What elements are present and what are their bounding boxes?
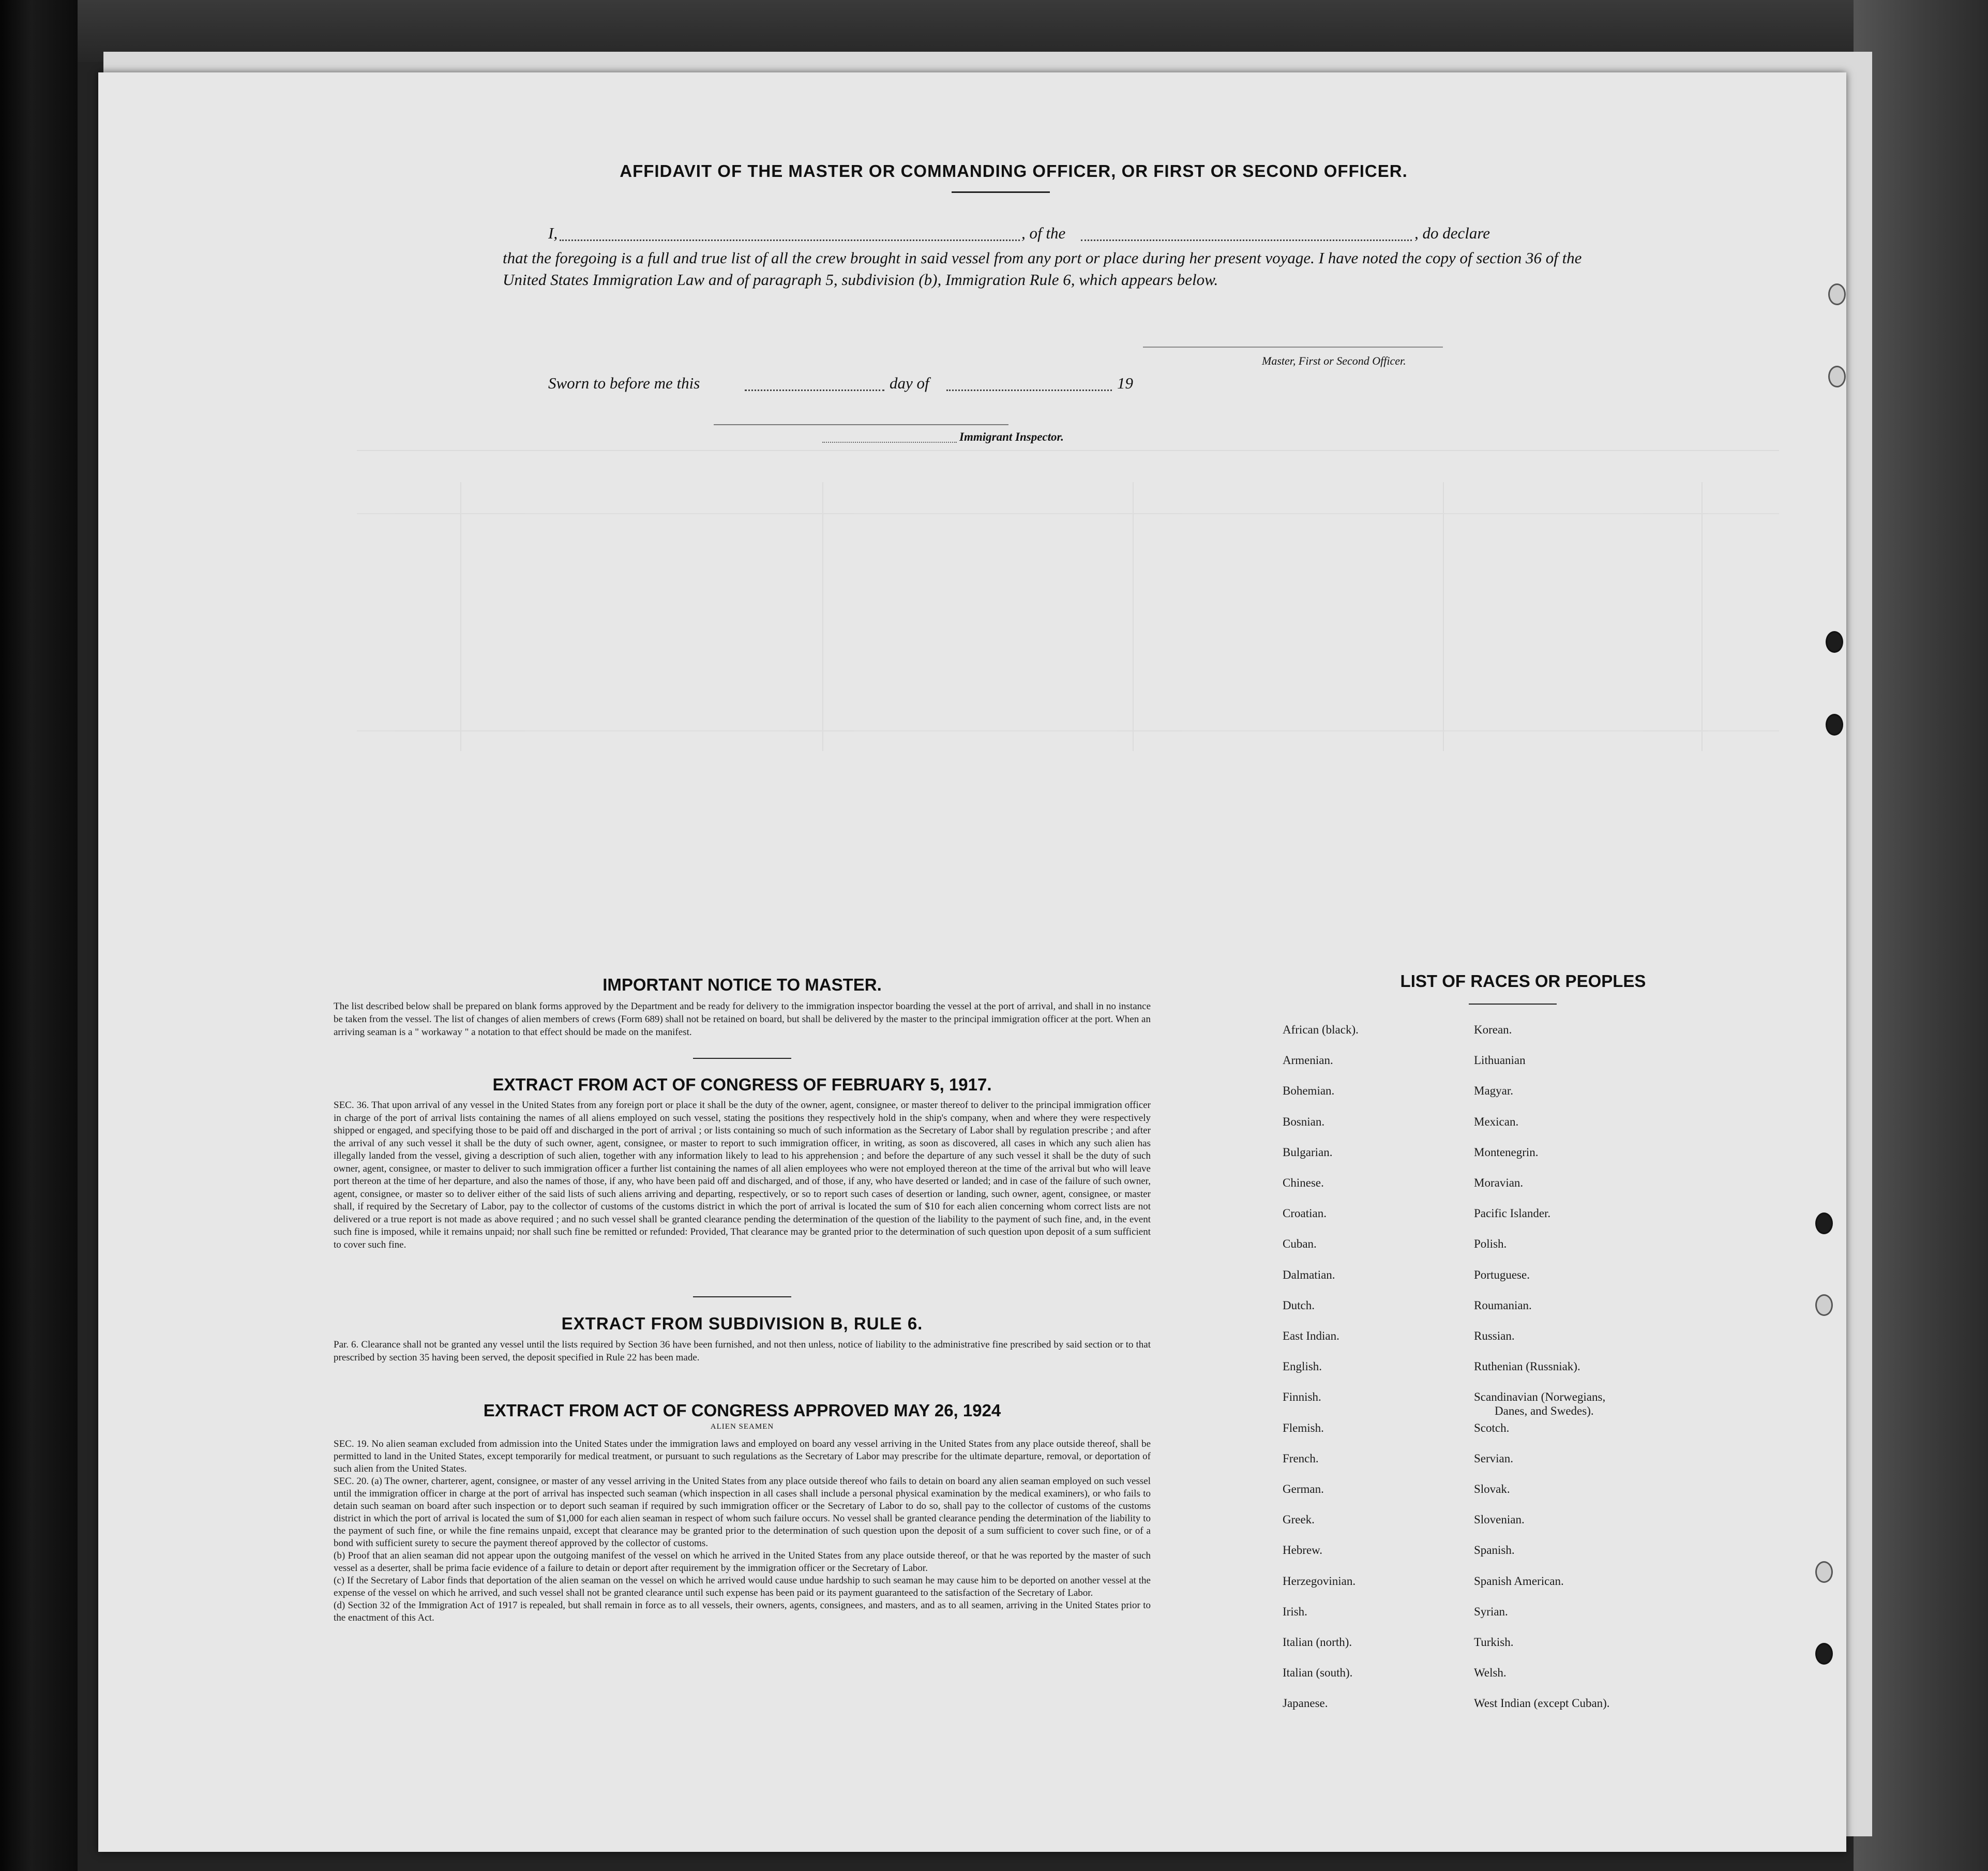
race-item: Scotch. [1474, 1421, 1510, 1434]
race-item: Hebrew. [1283, 1544, 1323, 1556]
notice-divider [693, 1058, 791, 1059]
race-item: Welsh. [1474, 1666, 1507, 1679]
binder-hole [1828, 366, 1846, 387]
race-item: Servian. [1474, 1452, 1514, 1465]
race-item: East Indian. [1283, 1329, 1339, 1342]
master-signature-line[interactable] [1143, 347, 1443, 348]
bleed-through-grid [357, 450, 1779, 839]
race-item: Italian (north). [1283, 1636, 1352, 1649]
race-item: West Indian (except Cuban). [1474, 1697, 1610, 1710]
year-prefix: 19 [1117, 374, 1133, 392]
binder-hole [1815, 1643, 1833, 1665]
race-item: Irish. [1283, 1605, 1307, 1618]
race-item: Syrian. [1474, 1605, 1508, 1618]
sworn-label: Sworn to before me this [548, 374, 700, 392]
binder-hole [1815, 1294, 1833, 1316]
race-item: Spanish. [1474, 1544, 1515, 1556]
race-item: Bohemian. [1283, 1084, 1335, 1097]
document-page [98, 72, 1846, 1852]
race-item: Korean. [1474, 1023, 1512, 1036]
race-item: Magyar. [1474, 1084, 1514, 1097]
affidavit-declare-label: , do declare [1414, 224, 1490, 242]
vessel-blank[interactable] [1081, 240, 1412, 241]
race-item: Dutch. [1283, 1299, 1315, 1312]
race-item: English. [1283, 1360, 1322, 1373]
race-item: Bosnian. [1283, 1115, 1325, 1128]
race-item: African (black). [1283, 1023, 1359, 1036]
name-blank[interactable] [560, 240, 1020, 241]
sworn-day-blank[interactable] [745, 390, 884, 391]
race-item: Bulgarian. [1283, 1146, 1333, 1159]
race-item: Russian. [1474, 1329, 1515, 1342]
race-item: Slovenian. [1474, 1513, 1525, 1526]
race-item: Scandinavian (Norwegians, [1474, 1390, 1606, 1403]
binding-edge [0, 0, 78, 1871]
race-item: Dalmatian. [1283, 1268, 1335, 1281]
binder-hole [1826, 714, 1843, 736]
races-title-rule [1469, 1004, 1557, 1005]
sworn-month-blank[interactable] [946, 390, 1112, 391]
race-item: Lithuanian [1474, 1054, 1526, 1067]
race-item: Japanese. [1283, 1697, 1328, 1710]
binder-hole [1815, 1561, 1833, 1583]
race-item: Portuguese. [1474, 1268, 1530, 1281]
inspector-signature-line[interactable] [714, 424, 1008, 425]
affidavit-line-1 [548, 224, 1588, 245]
inspector-label: Immigrant Inspector. [959, 430, 1064, 443]
race-item: Pacific Islander. [1474, 1207, 1551, 1220]
affidavit-i-label: I, [548, 224, 558, 242]
binder-hole [1826, 631, 1843, 653]
affidavit-title-rule [952, 191, 1050, 193]
race-item: Mexican. [1474, 1115, 1519, 1128]
race-item: Cuban. [1283, 1237, 1317, 1250]
race-item: Ruthenian (Russniak). [1474, 1360, 1580, 1373]
race-item: Croatian. [1283, 1207, 1327, 1220]
scanner-frame-right [1854, 0, 1988, 1871]
race-item: Polish. [1474, 1237, 1507, 1250]
race-right-continuation: Danes, and Swedes). [1495, 1404, 1594, 1417]
affidavit-title: AFFIDAVIT OF THE MASTER OR COMMANDING OFFICER, OR FIRST OR SECOND OFFICER. [620, 161, 1408, 181]
race-item: Montenegrin. [1474, 1146, 1539, 1159]
race-item: Greek. [1283, 1513, 1315, 1526]
notice-title: IMPORTANT NOTICE TO MASTER. [603, 975, 882, 994]
extract-1924-title: EXTRACT FROM ACT OF CONGRESS APPROVED MAY 26, 1924 [483, 1401, 1001, 1420]
race-item: French. [1283, 1452, 1319, 1465]
race-item: Moravian. [1474, 1176, 1524, 1189]
race-item: Chinese. [1283, 1176, 1324, 1189]
notice-body: The list described below shall be prepared on blank forms approved by the Department and be ready for delivery to the immigration inspector boarding the vessel at the port of arrival, and shall in no instance be taken from the vessel. The list of changes of alien members of crews (Form 689) shall not be retained on board, but shall be delivered by the master to the principal immigration officer at the port. When an arriving seaman is a " workaway " a notation to that effect should be made on the manifest. [334, 1001, 1151, 1038]
extract-rule6-body: Par. 6. Clearance shall not be granted any vessel until the lists required by Section 36 have been furnished, and not then unless, notice of liability to the administrative fine prescribed by said section or to that prescribed by section 35 having been served, the deposit specified in Rule 22 has been made. [334, 1339, 1151, 1363]
race-item: German. [1283, 1483, 1324, 1495]
binder-hole [1815, 1213, 1833, 1234]
inspector-dots [822, 442, 957, 443]
race-item: Herzegovinian. [1283, 1575, 1356, 1588]
race-item: Turkish. [1474, 1636, 1514, 1649]
extract-1917-divider [693, 1296, 791, 1297]
race-item: Armenian. [1283, 1054, 1333, 1067]
day-of-label: day of [890, 374, 929, 392]
extract-1917-body: SEC. 36. That upon arrival of any vessel in the United States from any foreign port or place it shall be the duty of the owner, agent, consignee, or master thereof to deliver to the principal immigration officer in charge of the port of arrival lists containing the names of all aliens employed on such vessel, stating the positions they respectively hold in the ship's company, when and where they were respectively shipped or engaged, and specifying those to be paid off and discharged in the port of arrival ; or lists containing so much of such information as the Secretary of Labor shall by regulation prescribe ; and after the arrival of any such vessel it shall be the duty of such owner, agent, consignee, or master to report to such immigration officer, in writing, as soon as discovered, all cases in which any such alien has illegally landed from the vessel, giving a description of such alien, together with any information likely to lead to his apprehension ; and before the departure of any such vessel it shall be the duty of such owner, agent, consignee, or master to deliver to such immigration officer a further list containing the names of all alien employees who were not employed thereon at the time of the arrival but who will leave port thereon at the time of her departure, and also the names of those, if any, who have been paid off and discharged, and of those, if any, who have deserted or landed; and in case of the failure of such owner, agent, consignee, or master so to deliver either of the said lists of such aliens arriving and departing, respectively, or so to report such cases of desertion or landing, such owner, agent, consignee, or master shall, if required by the Secretary of Labor, pay to the collector of customs of the customs district in which the port of arrival is located the sum of $10 for each alien concerning whom correct lists are not delivered or a true report is not made as above required ; and no such vessel shall be granted clearance pending the determination of the question of the liability to the payment of such fine, and, in the event such fine is imposed, while it remains unpaid; nor shall such fine be remitted or refunded: Provided, That clearance may be granted prior to the determination of such question upon deposit of a sum sufficient to cover such fine. [334, 1100, 1151, 1250]
race-item: Italian (south). [1283, 1666, 1353, 1679]
race-item: Spanish American. [1474, 1575, 1564, 1588]
extract-1917-title: EXTRACT FROM ACT OF CONGRESS OF FEBRUARY 5, 1917. [492, 1075, 992, 1094]
race-item: Slovak. [1474, 1483, 1510, 1495]
races-title: LIST OF RACES OR PEOPLES [1400, 971, 1646, 991]
master-signature-label: Master, First or Second Officer. [1262, 354, 1406, 367]
race-item: Flemish. [1283, 1421, 1324, 1434]
binder-hole [1828, 283, 1846, 305]
affidavit-body: that the foregoing is a full and true list of all the crew brought in said vessel from any port or place during her present voyage. I have noted the copy of section 36 of the United States Immigration Law and of paragraph 5, subdivision (b), Immigration Rule 6, which appears below. [503, 249, 1582, 289]
extract-rule6-title: EXTRACT FROM SUBDIVISION B, RULE 6. [561, 1314, 923, 1333]
extract-1924-body: SEC. 19. No alien seaman excluded from admission into the United States under the immigration laws and employed on board any vessel arriving in the United States from any place outside thereof, shall be permitted to land in the United States, except temporarily for medical treatment, or pursuant to such regulations as the Secretary of Labor may prescribe for the ultimate departure, removal, or deportation of such alien from the United States. SEC. 20. (a) The owner, charterer, agent, consignee, or master of any vessel arriving in the United States from any place outside thereof who fails to detain on board any alien seaman employed on such vessel until the immigration officer in charge at the port of arrival has inspected such seaman (which inspection in all cases shall include a personal physical examination by the medical examiners), or who fails to detain such seaman on board after such inspection or to deport such seaman if required by such immigration officer or the Secretary of Labor to do so, shall pay to the collector of customs of the customs district in which the port of arrival is located the sum of $1,000 for each alien seaman in respect of whom such failure occurs. No vessel shall be granted clearance pending the determination of the liability to the payment of such fine, or while the fine remains unpaid, except that clearance may be granted prior to the determination of such question upon the deposit of a sum sufficient to cover such fine, or of a bond with sufficient surety to secure the payment thereof approved by the collector of customs. (b) Proof that an alien seaman did not appear upon the outgoing manifest of the vessel on which he arrived in the United States from any place outside thereof, or that he was reported by the master of such vessel as a deserter, shall be prima facie evidence of a failure to detain or deport after requirement by the immigration officer or the Secretary of Labor. (c) If the Secretary of Labor finds that deportation of the alien seaman on the vessel on which he arrived would cause undue hardship to such seaman he may cause him to be deported on another vessel at the expense of the vessel on which he arrived, and such vessel shall not be granted clearance until such expense has been paid or its payment guaranteed to the satisfaction of the Secretary of Labor. (d) Section 32 of the Immigration Act of 1917 is repealed, but shall remain in force as to all vessels, their owners, agents, consignees, and masters, and as to all seamen, arriving in the United States prior to the enactment of this Act. [334, 1439, 1151, 1623]
sworn-line [548, 374, 1221, 395]
affidavit-of-the-label: , of the [1021, 224, 1066, 242]
race-item: Finnish. [1283, 1390, 1321, 1403]
extract-1924-subtitle: ALIEN SEAMEN [710, 1423, 774, 1431]
race-item: Roumanian. [1474, 1299, 1532, 1312]
